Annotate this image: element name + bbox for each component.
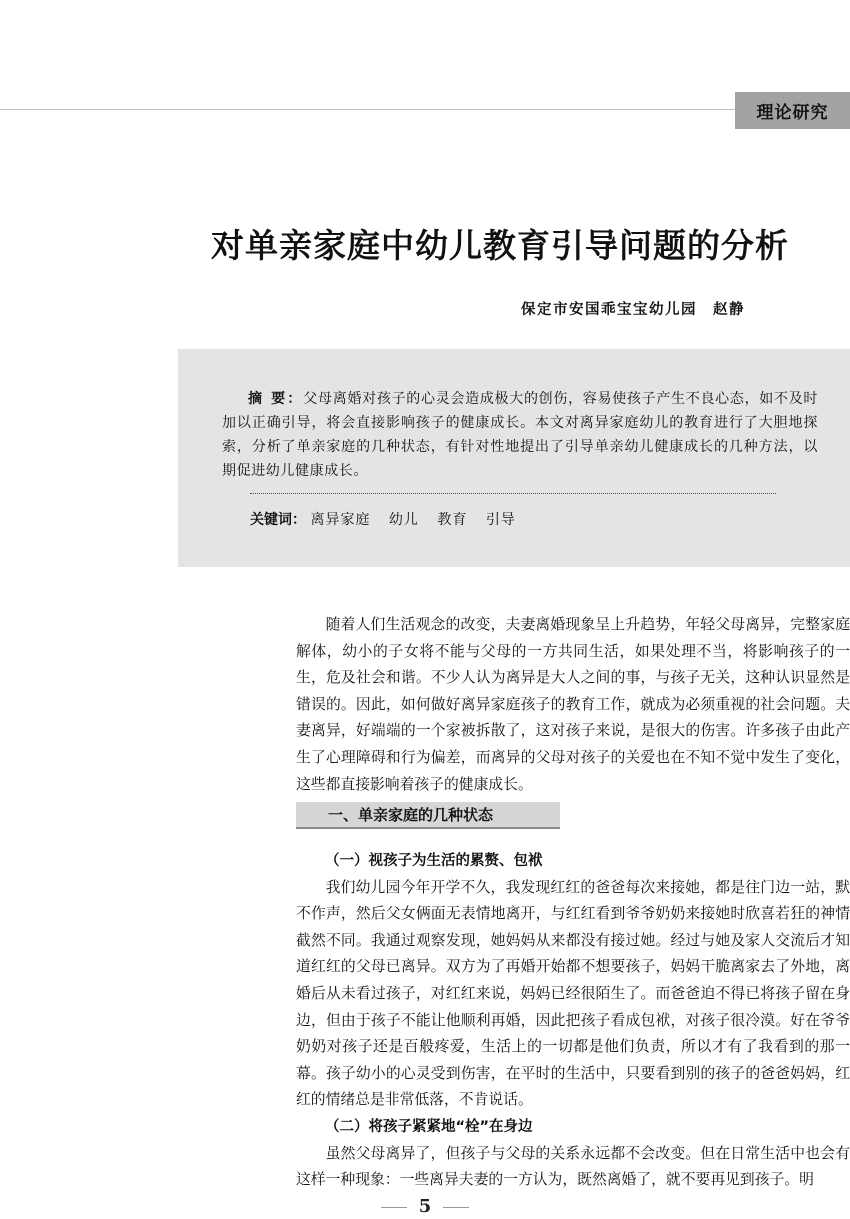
article-title: 对单亲家庭中幼儿教育引导问题的分析 [211,226,789,265]
abstract-body: 父母离婚对孩子的心灵会造成极大的创伤，容易使孩子产生不良心态，如不及时加以正确引导，将会直接影响孩子的健康成长。本文对离异家庭幼儿的教育进行了大胆地探索，分析了单亲家庭的几种状态，有针对性地提出了引导单亲幼儿健康成长的几种方法，以期促进幼儿健康成长。 [222,391,819,479]
keyword: 引导 [485,512,516,528]
abstract-divider [250,493,776,494]
page-number-dash-left [381,1207,407,1208]
section-body [296,848,850,1194]
article-author: 保定市安国乖宝宝幼儿园 赵静 [521,301,745,318]
header-rule [0,109,735,110]
abstract-label: 摘 要： [248,391,304,407]
abstract-box [178,349,850,567]
subsection-paragraph-2: 虽然父母离异了，但孩子与父母的关系永远都不会改变。但在日常生活中也会有这样一种现象：一些离异夫妻的一方认为，既然离婚了，就不要再见到孩子。明 [296,1144,850,1189]
section-heading: 一、单亲家庭的几种状态 [296,802,560,829]
keyword: 教育 [437,512,468,528]
page-number-value: 5 [418,1196,432,1217]
intro-section [296,612,850,798]
keywords-label: 关键词： [250,512,306,528]
abstract-text [222,387,818,483]
keywords [250,509,530,529]
subsection-heading-2: （二）将孩子紧紧地“栓”在身边 [325,1118,533,1135]
subsection-paragraph-1: 我们幼儿园今年开学不久，我发现红红的爸爸每次来接她，都是往门边一站，默不作声，然后父女俩面无表情地离开，与红红看到爷爷奶奶来接她时欣喜若狂的神情截然不同。我通过观察发现，她妈妈从来都没有接过她。经过与她及家人交流后才知道红红的父母已离异。双方为了再婚开始都不想要孩子，妈妈干脆离家去了外地，离婚后从未看过孩子，对红红来说，妈妈已经很陌生了。而爸爸迫不得已将孩子留在身边，但由于孩子不能让他顺利再婚，因此把孩子看成包袱，对孩子很冷漠。好在爷爷奶奶对孩子还是百般疼爱，生活上的一切都是他们负责，所以才有了我看到的那一幕。孩子幼小的心灵受到伤害，在平时的生活中，只要看到别的孩子的爸爸妈妈，红红的情绪总是非常低落，不肯说话。 [296,878,850,1109]
page-number-dash-right [443,1207,469,1208]
intro-paragraph: 随着人们生活观念的改变，夫妻离婚现象呈上升趋势，年轻父母离异，完整家庭解体，幼小的子女将不能与父母的一方共同生活，如果处理不当，将影响孩子的一生，危及社会和谐。不少人认为离异是大人之间的事，与孩子无关，这种认识显然是错误的。因此，如何做好离异家庭孩子的教育工作，就成为必须重视的社会问题。夫妻离异，好端端的一个家被拆散了，这对孩子来说，是很大的伤害。许多孩子由此产生了心理障碍和行为偏差，而离异的父母对孩子的关爱也在不知不觉中发生了变化，这些都直接影响着孩子的健康成长。 [296,616,850,793]
section-tab: 理论研究 [735,92,850,129]
keyword: 离异家庭 [310,512,371,528]
page-number [0,1196,850,1217]
subsection-heading-1: （一）视孩子为生活的累赘、包袱 [325,853,543,869]
keyword: 幼儿 [388,512,419,528]
